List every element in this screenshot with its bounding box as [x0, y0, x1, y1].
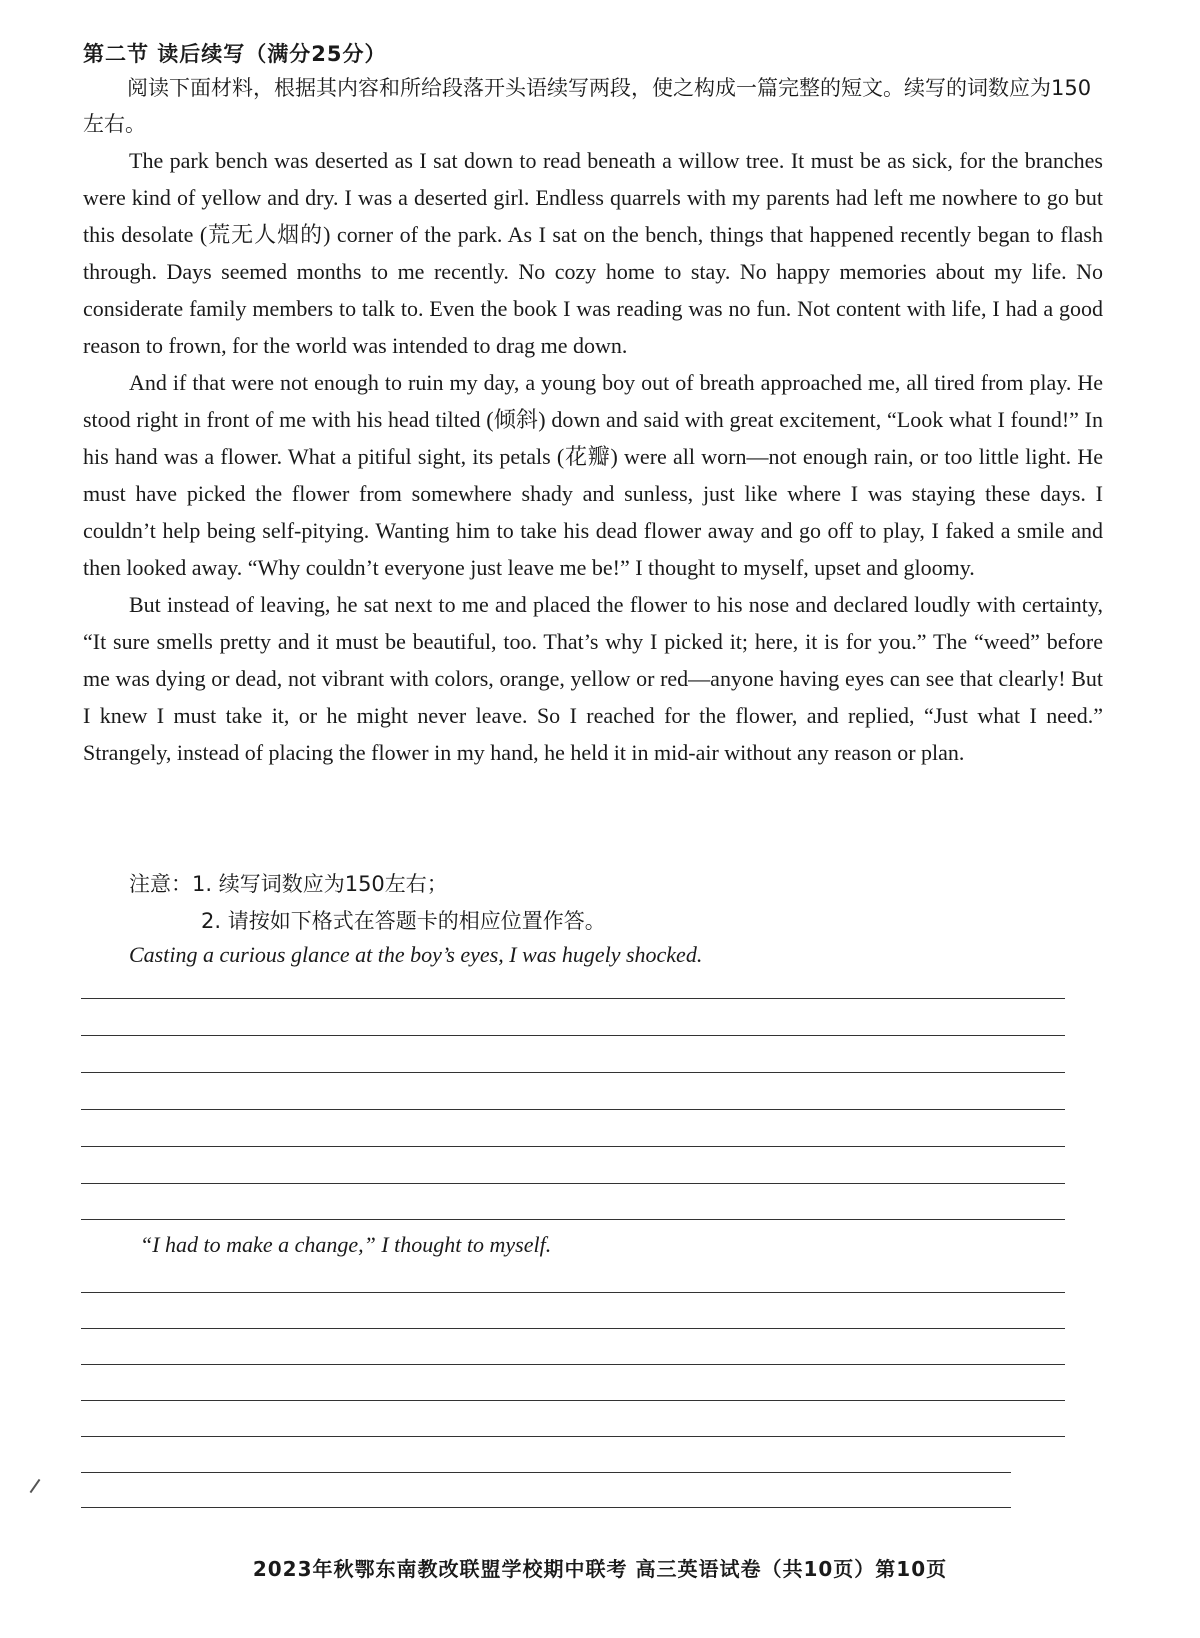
passage-paragraph: The park bench was deserted as I sat down to read beneath a willow tree. It must be as sick, for the branches were kind of yellow and dry. I was a deserted girl. Endless quarrels with my parents had left me nowhere to go but this desolate (荒无人烟的) corner of the park. As I sat on the bench, things that happened recently began to flash through. Days seemed months to me recently. No cozy home to stay. No happy memories about my life. No considerate family members to talk to. Even the book I was reading was no fun. Not content with life, I had a good reason to frown, for the world was intended to drag me down. [83, 148, 1103, 358]
answer-line[interactable] [81, 1292, 1065, 1293]
answer-line[interactable] [81, 1072, 1065, 1073]
passage-paragraph: And if that were not enough to ruin my day, a young boy out of breath approached me, all tired from play. He stood right in front of me with his head tilted (倾斜) down and said with great excitement, “Look what I found!” In his hand was a flower. What a pitiful sight, its petals (花瓣) were all worn—not enough rain, or too little light. He must have picked the flower from somewhere shady and sunless, just like where I was staying these days. I couldn’t help being self-pitying. Wanting him to take his dead flower away and go off to play, I faked a smile and then looked away. “Why couldn’t everyone just leave me be!” I thought to myself, upset and gloomy. [83, 370, 1103, 580]
answer-line[interactable] [81, 1035, 1065, 1036]
answer-line[interactable] [81, 1183, 1065, 1184]
reading-passage [83, 142, 1103, 771]
answer-line[interactable] [81, 1472, 1011, 1473]
answer-line[interactable] [81, 1109, 1065, 1110]
section-title: 第二节 读后续写（满分25分） [83, 42, 387, 66]
note-line-1: 注意：1. 续写词数应为150左右； [129, 872, 448, 896]
answer-line[interactable] [81, 1400, 1065, 1401]
answer-line[interactable] [81, 1364, 1065, 1365]
answer-line[interactable] [81, 998, 1065, 999]
continuation-prompt-1: Casting a curious glance at the boy’s eyes, I was hugely shocked. [129, 942, 703, 967]
notes [129, 866, 606, 940]
answer-line[interactable] [81, 1436, 1065, 1437]
passage-paragraph: But instead of leaving, he sat next to me and placed the flower to his nose and declared loudly with certainty, “It sure smells pretty and it must be beautiful, too. That’s why I picked it; here, it is for you.” The “weed” before me was dying or dead, not vibrant with colors, orange, yellow or red—anyone having eyes can see that clearly! But I knew I must take it, or he might never leave. So I reached for the flower, and replied, “Just what I need.” Strangely, instead of placing the flower in my hand, he held it in mid-air without any reason or plan. [83, 592, 1103, 765]
pen-mark [30, 1479, 41, 1493]
answer-line[interactable] [81, 1219, 1065, 1220]
answer-line[interactable] [81, 1328, 1065, 1329]
page-footer: 2023年秋鄂东南教改联盟学校期中联考 高三英语试卷（共10页）第10页 [252, 1557, 948, 1581]
instructions: 阅读下面材料，根据其内容和所给段落开头语续写两段，使之构成一篇完整的短文。续写的词数应为150左右。 [83, 76, 1092, 136]
answer-line[interactable] [81, 1507, 1011, 1508]
note-line-2: 2. 请按如下格式在答题卡的相应位置作答。 [201, 909, 606, 933]
continuation-prompt-2: “I had to make a change,” I thought to myself. [140, 1232, 552, 1257]
answer-line[interactable] [81, 1146, 1065, 1147]
